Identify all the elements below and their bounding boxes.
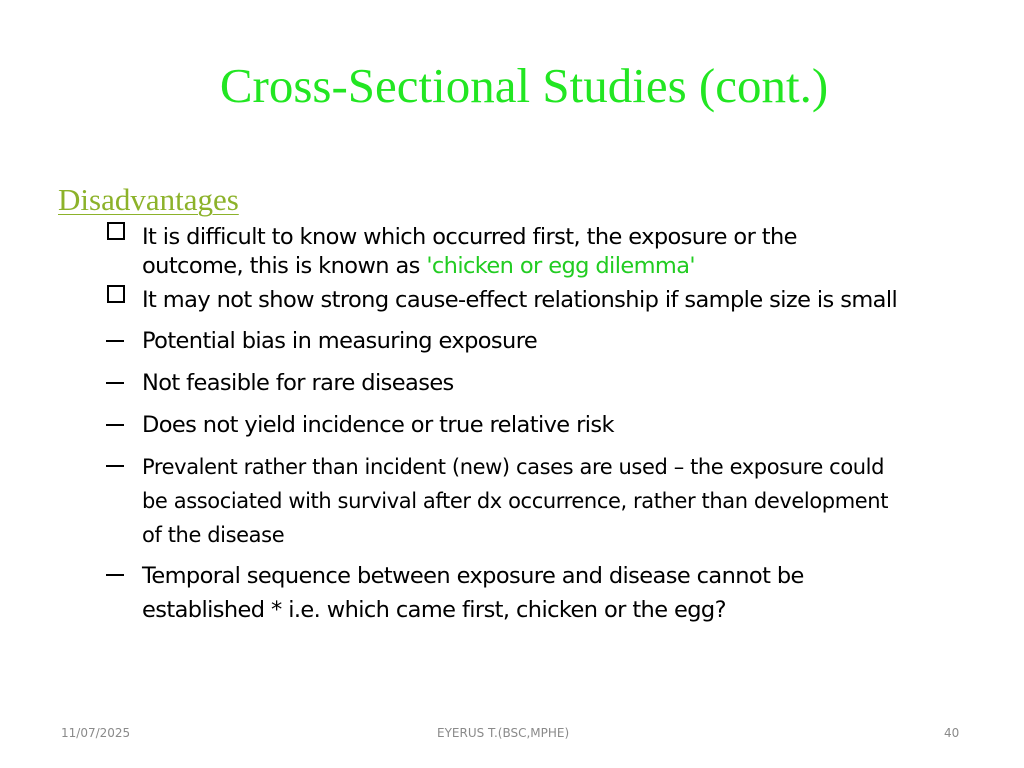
section-heading: Disadvantages [58,182,239,217]
bullet-line-text: outcome, this is known as [142,253,427,279]
bullet-text [142,559,1002,627]
bullet-text [142,408,1002,442]
bullet-line: Prevalent rather than incident (new) cases are used – the exposure could [142,455,885,479]
bullet-line: Potential bias in measuring exposure [142,328,538,354]
bullet-text [142,450,1002,552]
highlighted-term: 'chicken or egg dilemma' [426,253,696,279]
dash-bullet-icon [106,382,124,384]
bullet-line: Not feasible for rare diseases [142,370,454,396]
bullet-line: Does not yield incidence or true relative risk [142,412,614,438]
dash-bullet-icon [106,574,124,576]
bullet-text [142,223,1002,281]
dash-bullet-icon [106,465,124,467]
checkbox-bullet-icon [107,285,125,303]
footer-author: EYERUS T.(BSC,MPHE) [437,726,570,740]
checkbox-bullet-icon [107,222,125,240]
dash-bullet-icon [106,340,124,342]
slide-title: Cross-Sectional Studies (cont.) [219,58,829,113]
bullet-text [142,286,1002,315]
bullet-text [142,324,1002,358]
bullet-text [142,366,1002,400]
bullet-line: of the disease [142,523,285,547]
bullet-line: It is difficult to know which occurred first, the exposure or the [142,224,797,250]
bullet-line: be associated with survival after dx occurrence, rather than development [142,489,889,513]
footer-page-number: 40 [944,726,960,740]
footer-date: 11/07/2025 [61,726,131,740]
bullet-line [142,252,1002,281]
dash-bullet-icon [106,424,124,426]
bullet-line: established * i.e. which came first, chicken or the egg? [142,597,726,623]
bullet-line: Temporal sequence between exposure and disease cannot be [142,563,804,589]
bullet-line: It may not show strong cause-effect relationship if sample size is small [142,287,898,313]
